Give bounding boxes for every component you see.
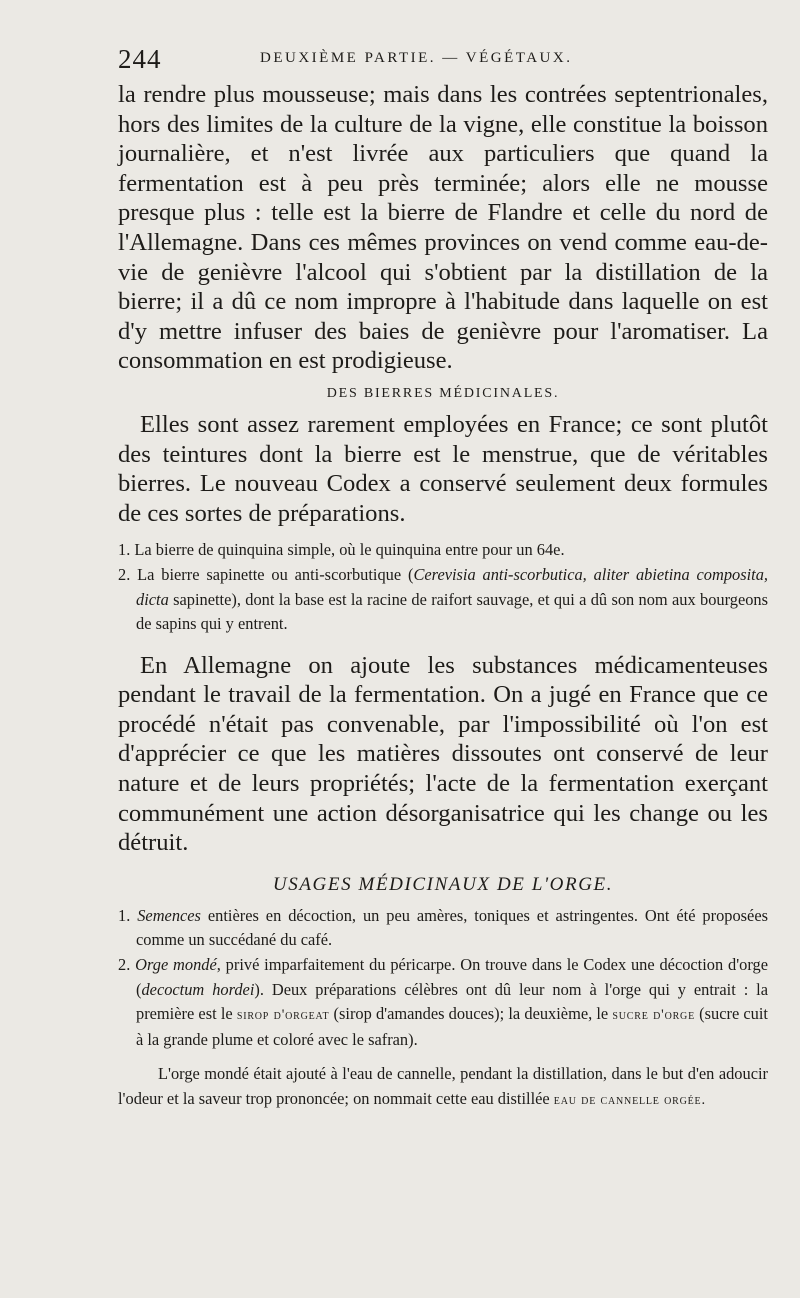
page-header bbox=[118, 38, 768, 80]
list-item-orge-monde bbox=[118, 953, 768, 1052]
term-small-caps: sucre d'orge bbox=[612, 1007, 695, 1024]
list-text: , privé imparfaitement du péricarpe. On trouve dans le Codex une décoction d'orge ( bbox=[136, 955, 768, 999]
latin-name: Cerevisia anti-scorbutica, aliter abietina composita, dicta bbox=[136, 564, 768, 609]
paragraph-text: L'orge mondé était ajouté à l'eau de cannelle, pendant la distillation, dans le but d'en adoucir l'odeur et la saveur trop prononcée; on nommait cette eau distillée bbox=[118, 1064, 768, 1108]
list-text: La bierre sapinette ou anti-scorbutique ( bbox=[137, 564, 414, 584]
latin-name: decoctum hordei bbox=[141, 979, 255, 999]
list-text: La bierre de quinquina simple, où le quinquina entre pour un 64e. bbox=[134, 540, 565, 560]
section-title-bierres-medicinales: DES BIERRES MÉDICINALES. bbox=[326, 385, 560, 401]
list-text: (sucre cuit à la grande plume et coloré avec le safran). bbox=[136, 1004, 768, 1049]
list-item-sapinette bbox=[118, 563, 768, 637]
term-small-caps: eau de cannelle orgée. bbox=[553, 1092, 706, 1108]
running-head: DEUXIÈME PARTIE. — VÉGÉTAUX. bbox=[260, 50, 573, 66]
list-number: 2. bbox=[118, 564, 131, 584]
page-number: 244 bbox=[118, 44, 162, 74]
paragraph-bierres-medicinales: Elles sont assez rarement employées en France; ce sont plutôt des teintures dont la bierre est le menstrue, que de véritables bierres. Le nouveau Codex a conservé seulement deux formules de ces sortes de préparations. bbox=[118, 410, 768, 527]
list-text: sapinette), dont la base est la racine de raifort sauvage, et qui a dû son nom aux bourgeons de sapins qui y entrent. bbox=[136, 589, 768, 634]
list-text: ). Deux préparations célèbres ont dû leur nom à l'orge qui y entrait : la première est le bbox=[136, 979, 769, 1024]
list-number: 2. bbox=[118, 955, 131, 975]
paragraph-eau-cannelle bbox=[118, 1062, 768, 1112]
list-item-semences bbox=[118, 904, 768, 953]
section-title-usages-orge: USAGES MÉDICINAUX DE L'ORGE. bbox=[272, 873, 614, 895]
list-text: entières en décoction, un peu amères, toniques et astringentes. Ont été proposées comme un succédané du café. bbox=[136, 905, 768, 950]
text-block bbox=[118, 38, 768, 1113]
list-number: 1. bbox=[118, 540, 131, 560]
paragraph-bierre-nord: la rendre plus mousseuse; mais dans les contrées septentrionales, hors des limites de la culture de la vigne, elle constitue la boisson journalière, et n'est livrée aux particuliers que quand la fermentation est à peu près terminée; alors elle ne mousse presque plus : telle est la bierre de Flandre et celle du nord de l'Allemagne. Dans ces mêmes provinces on vend comme eau-de-vie de genièvre l'alcool qui s'obtient par la distillation de la bierre; il a dû ce nom impropre à l'habitude dans laquelle on est d'y mettre infuser des baies de genièvre pour l'aromatiser. La consommation en est prodigieuse. bbox=[118, 81, 768, 375]
term-small-caps: sirop d'orgeat bbox=[236, 1007, 330, 1024]
list-number: 1. bbox=[118, 905, 131, 925]
list-item-quinquina bbox=[118, 538, 768, 563]
list-text: (sirop d'amandes douces); la deuxième, le bbox=[329, 1004, 613, 1024]
paragraph-allemagne: En Allemagne on ajoute les substances médicamenteuses pendant le travail de la fermentation. On a jugé en France que ce procédé n'était pas convenable, par l'impossibilité où l'on est d'apprécier ce que les matières dissoutes ont conservé de leur nature et de leurs propriétés; l'acte de la fermentation exerçant communément une action désorganisatrice qui les change ou les détruit. bbox=[118, 651, 768, 857]
term-italic: Orge mondé bbox=[135, 955, 217, 975]
term-italic: Semences bbox=[137, 905, 201, 925]
